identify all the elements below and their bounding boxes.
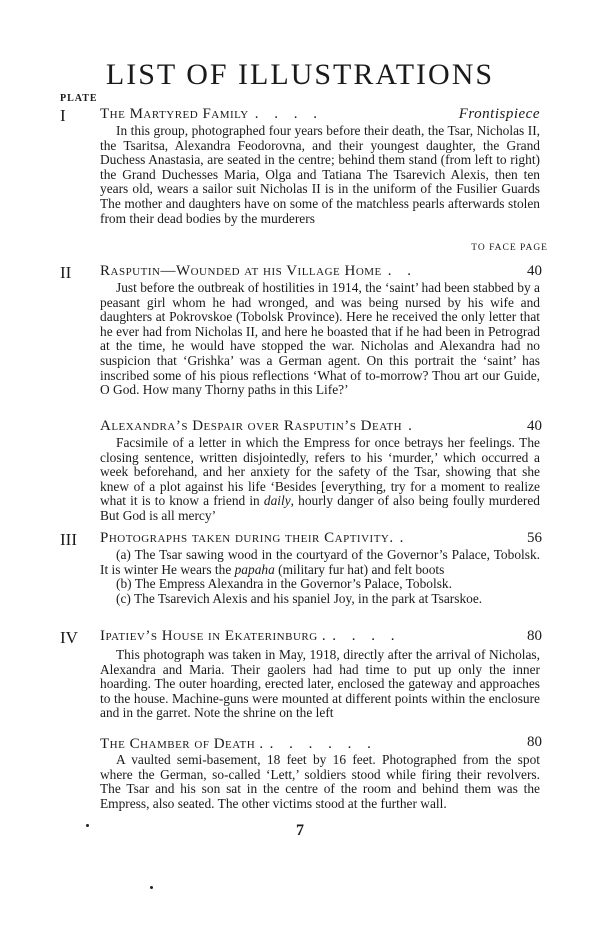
plate-column-label: PLATE xyxy=(60,93,98,104)
entry-description xyxy=(100,753,540,811)
description-text: In this group, photographed four years before their death, the Tsar, Nicholas II, the Tsaritsa, Alexandra Feodorovna, and their youngest daughter, the Grand Duchess Anastasia, are seated in the centre; behind them stand (from left to right) the Grand Duchesses Maria, Olga and Tatiana The Tsarevich Alexis, then ten years old, wears a sailor suit Nicholas II is in the uniform of the Fusilier Guards The mother and daughters have on some of the matchless pearls afterwards stolen from their dead bodies by the murderers xyxy=(100,123,540,226)
entry-heading xyxy=(100,628,500,645)
entry-page: 80 xyxy=(527,734,542,750)
description-text: Just before the outbreak of hostilities in 1914, the ‘saint’ had been stabbed by a peasant girl whom he had wronged, and was being nursed by his wife and daughters at Pokrovskoe (Tobolsk Province). Here he received the only letter that he ever had from Nicholas II, and here he boasted that if he had been in Petrograd at the time, he would have stopped the war. Nicholas and Alexandra had no suspicion that ‘Grishka’ was a German agent. On this portrait the ‘saint’ has inscribed some of his pious reflections ‘What of to-morrow? Thou art our Guide, O God. How many Thorny paths in this Life?’ xyxy=(100,280,540,398)
leader-dots: . . . . xyxy=(254,106,323,122)
description-text: A vaulted semi-basement, 18 feet by 16 feet. Photographed from the spot where the German, so-called ‘Lett,’ soldiers stood while firing their revolvers. The Tsar and his son sat in the centre of the room and behind them was the Empress, also seated. The other victims stood at the further wall. xyxy=(100,752,540,811)
entry-heading xyxy=(100,418,500,435)
entry-heading xyxy=(100,736,500,753)
entry-page: 40 xyxy=(527,418,542,434)
entry-description xyxy=(100,124,540,226)
entry-description xyxy=(100,548,540,606)
description-text: (c) The Tsarevich Alexis and his spaniel Joy, in the park at Tsarskoe. xyxy=(116,590,483,606)
leader-dots: . . . . xyxy=(332,628,401,644)
ink-speck xyxy=(86,824,89,827)
plate-numeral: IV xyxy=(60,628,78,647)
entry-heading-text: Photographs taken during their Captivity. xyxy=(100,530,394,546)
entry-heading xyxy=(100,106,540,123)
plate-numeral: III xyxy=(60,530,77,549)
leader-dots: . xyxy=(408,418,418,434)
italic-word: daily xyxy=(263,493,291,509)
entry-heading xyxy=(100,263,500,280)
entry-description xyxy=(100,436,540,524)
description-text: (a) The Tsar sawing wood in the courtyard of the Governor’s Palace, Tobolsk. It is winter He wears the papaha (military fur hat) and felt boots xyxy=(100,547,540,577)
entry-heading-text: The Chamber of Death . xyxy=(100,736,264,752)
leader-dots: . . xyxy=(387,263,418,279)
plate-numeral: II xyxy=(60,263,72,282)
description-text: (b) The Empress Alexandra in the Governor’s Palace, Tobolsk. xyxy=(116,576,452,592)
page-number: 7 xyxy=(296,822,304,839)
entry-page: Frontispiece xyxy=(455,106,540,123)
entry-page: 80 xyxy=(527,628,542,644)
description-text: Facsimile of a letter in which the Empress for once betrays her feelings. The closing sentence, written disjointedly, refers to his ‘murder,’ which occurred a week beforehand, and her anxiety for the safety of the Tsar, showing that she knew of a plot against his life ‘Besides [everything, try for a moment to realize what it is to know a friend in daily, hourly danger of also being foully murdered But God is all mercy’ xyxy=(100,435,541,523)
entry-heading-text: Rasputin—Wounded at his Village Home xyxy=(100,263,382,279)
description-text: This photograph was taken in May, 1918, directly after the arrival of Nicholas, Alexandra and Maria. Their gaolers had had time to put up only the inner hoarding. The outer hoarding, erected later, enclosed the gateway and approaches to the house. Machine-guns were mounted at different points within the enclosure and in the garret. Note the shrine on the left xyxy=(100,647,540,721)
to-face-page-label: TO FACE PAGE xyxy=(471,243,548,253)
entry-heading-text: The Martyred Family xyxy=(100,106,249,122)
page-title: LIST OF ILLUSTRATIONS xyxy=(105,58,495,91)
plate-numeral: I xyxy=(60,106,66,125)
entry-page: 56 xyxy=(527,530,542,546)
entry-page: 40 xyxy=(527,263,542,279)
ink-speck xyxy=(150,886,153,889)
entry-heading-text: Ipatiev’s House in Ekaterinburg . xyxy=(100,628,327,644)
entry-description xyxy=(100,648,540,721)
entry-heading-text: Alexandra’s Despair over Rasputin’s Death xyxy=(100,418,403,434)
italic-word: papaha xyxy=(234,561,275,577)
leader-dots: . . . . . . xyxy=(269,736,377,752)
leader-dots: . xyxy=(399,530,410,546)
entry-description xyxy=(100,281,540,398)
entry-heading xyxy=(100,530,500,547)
